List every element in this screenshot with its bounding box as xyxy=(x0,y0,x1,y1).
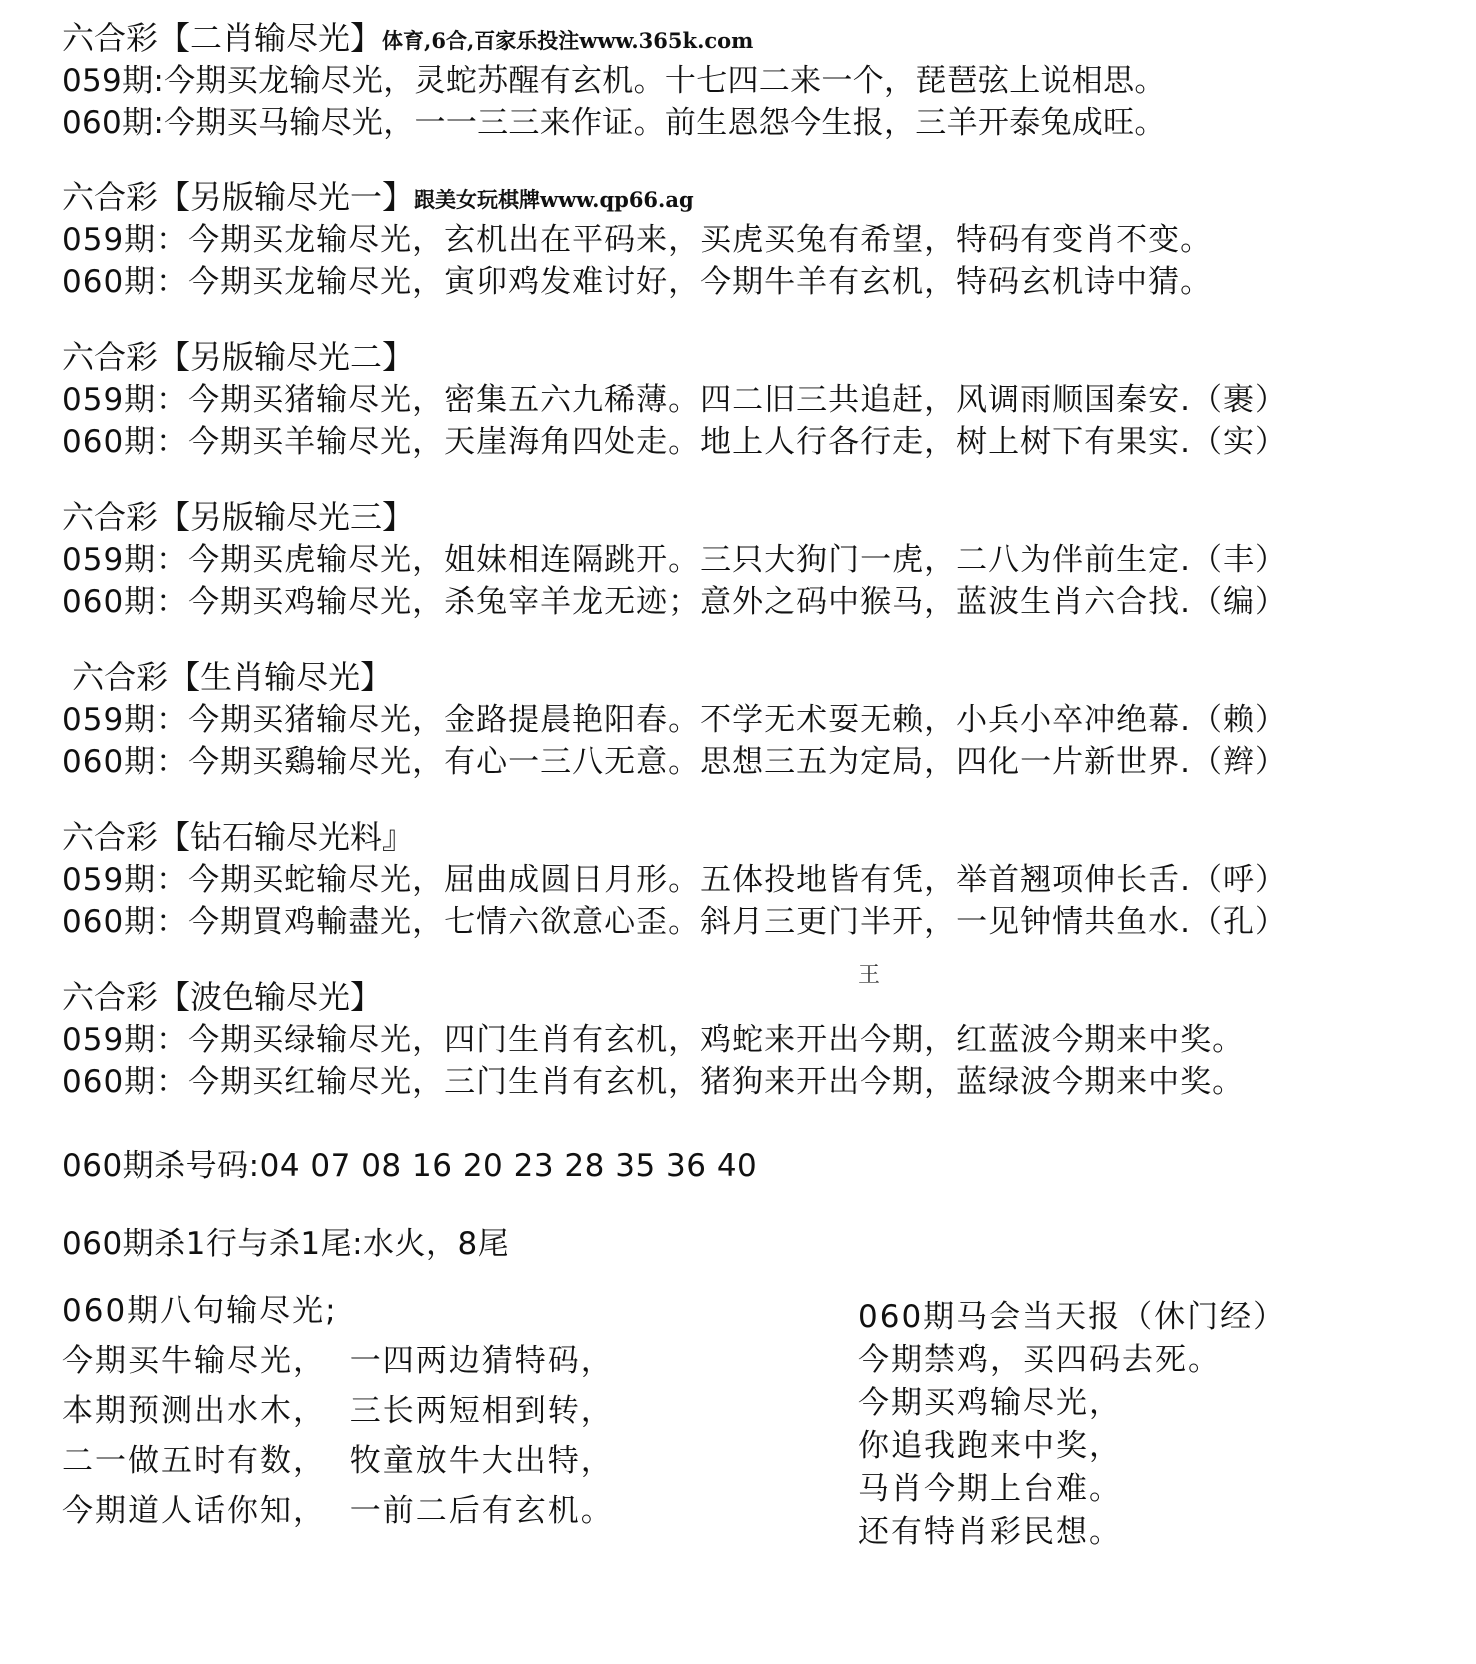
section-title: 六合彩【另版输尽光三】 xyxy=(62,498,415,536)
issue-060-line: 060期：今期买龙输尽光，寅卯鸡发难讨好，今期牛羊有玄机，特码玄机诗中猜。 xyxy=(62,264,1213,300)
section-title: 六合彩【另版输尽光一】跟美女玩棋牌www.qp66.ag xyxy=(62,178,694,216)
issue-060-line: 060期:今期买马输尽光，一一三三来作证。前生恩怨今生报，三羊开泰兔成旺。 xyxy=(62,105,1166,141)
left-poem-line: 今期道人话你知， 一前二后有玄机。 xyxy=(62,1493,614,1529)
ad-text: 体育,6合,百家乐投注www.365k.com xyxy=(382,28,754,53)
section-2 xyxy=(62,175,1457,303)
ad-text: 跟美女玩棋牌www.qp66.ag xyxy=(414,187,694,212)
right-poem-line: 你追我跑来中奖， xyxy=(858,1428,1122,1464)
issue-060-line: 060期：今期买鷄输尽光，有心一三八无意。思想三五为定局，四化一片新世界.（辫） xyxy=(62,744,1288,780)
section-title: 六合彩【另版输尽光二】 xyxy=(62,338,415,376)
right-poem-line: 今期买鸡输尽光， xyxy=(858,1385,1122,1421)
right-poem-line: 今期禁鸡，买四码去死。 xyxy=(858,1342,1221,1378)
issue-060-line: 060期：今期买羊输尽光，天崖海角四处走。地上人行各行走，树上树下有果实.（实） xyxy=(62,424,1288,460)
right-poem xyxy=(858,1296,1286,1554)
issue-059-line: 059期：今期买猪输尽光，金路提晨艳阳春。不学无术耍无赖，小兵小卒冲绝幕.（赖） xyxy=(62,702,1288,738)
section-6 xyxy=(62,815,1457,943)
kill-line-tail: 060期杀1行与杀1尾:水火，8尾 xyxy=(62,1226,510,1262)
issue-059-line: 059期：今期买蛇输尽光，屈曲成圆日月形。五体投地皆有凭，举首翘项伸长舌.（呼） xyxy=(62,862,1288,898)
left-poem-line: 今期买牛输尽光， 一四两边猜特码， xyxy=(62,1343,614,1379)
section-4 xyxy=(62,495,1457,623)
left-poem xyxy=(62,1286,614,1536)
issue-059-line: 059期：今期买虎输尽光，姐妹相连隔跳开。三只大狗门一虎，二八为伴前生定.（丰） xyxy=(62,542,1288,578)
issue-059-line: 059期:今期买龙输尽光，灵蛇苏醒有玄机。十七四二来一个，琵琶弦上说相思。 xyxy=(62,63,1166,99)
issue-059-line: 059期：今期买绿输尽光，四门生肖有玄机，鸡蛇来开出今期，红蓝波今期来中奖。 xyxy=(62,1022,1245,1058)
section-title: 六合彩【钻石输尽光料』 xyxy=(62,818,415,856)
kill-numbers: 060期杀号码:04 07 08 16 20 23 28 35 36 40 xyxy=(62,1148,758,1184)
issue-060-line: 060期：今期买红输尽光，三门生肖有玄机，猪狗来开出今期，蓝绿波今期来中奖。 xyxy=(62,1064,1245,1100)
right-poem-line: 还有特肖彩民想。 xyxy=(858,1514,1122,1550)
left-poem-line: 本期预测出水木， 三长两短相到转， xyxy=(62,1393,614,1429)
section-5 xyxy=(62,655,1457,783)
right-poem-line: 马肖今期上台难。 xyxy=(858,1471,1122,1507)
issue-059-line: 059期：今期买龙输尽光，玄机出在平码来，买虎买兔有希望，特码有变肖不变。 xyxy=(62,222,1213,258)
section-3 xyxy=(62,335,1457,463)
section-7 xyxy=(62,975,1457,1103)
issue-060-line: 060期：今期买鸡输尽光，杀兔宰羊龙无迹；意外之码中猴马，蓝波生肖六合找.（编） xyxy=(62,584,1288,620)
section-title: 六合彩【生肖输尽光】 xyxy=(62,658,393,696)
left-poem-title: 060期八句输尽光; xyxy=(62,1293,338,1329)
section-title: 六合彩【波色输尽光】 xyxy=(62,978,383,1016)
issue-060-line: 060期：今期買鸡輸盡光，七情六欲意心歪。斜月三更门半开，一见钟情共鱼水.（孔） xyxy=(62,904,1288,940)
section-1 xyxy=(62,16,1457,144)
left-poem-line: 二一做五时有数， 牧童放牛大出特， xyxy=(62,1443,614,1479)
stray-mark: 王 xyxy=(858,963,881,988)
issue-059-line: 059期：今期买猪输尽光，密集五六九稀薄。四二旧三共追赶，风调雨顺国秦安.（裹） xyxy=(62,382,1288,418)
right-poem-title: 060期马会当天报（休门经） xyxy=(858,1299,1287,1335)
section-title: 六合彩【二肖输尽光】体育,6合,百家乐投注www.365k.com xyxy=(62,19,754,57)
